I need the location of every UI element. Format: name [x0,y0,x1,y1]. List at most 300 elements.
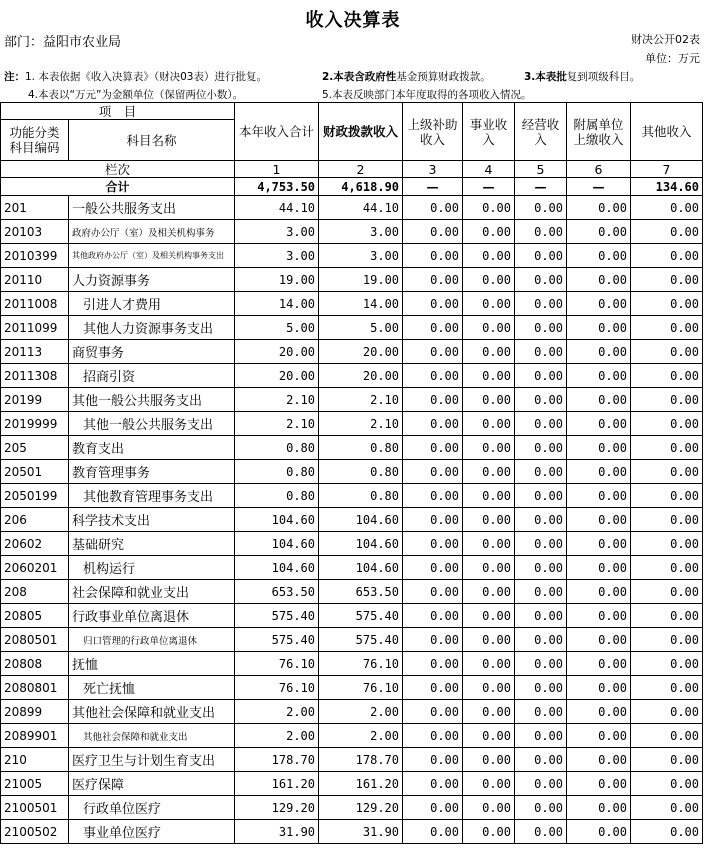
row-value: 0.00 [631,820,703,844]
col-number: 5 [515,161,567,178]
row-value: 0.00 [403,412,463,436]
row-code: 20808 [1,652,69,676]
row-value: 178.70 [235,748,319,772]
summary-value: 134.60 [631,178,703,196]
table-row [1,604,703,628]
table-row [1,748,703,772]
row-value: 0.80 [235,436,319,460]
row-value: 14.00 [235,292,319,316]
row-code: 2011008 [1,292,69,316]
row-value: 575.40 [319,604,403,628]
row-value: 0.00 [567,316,631,340]
income-table [0,102,703,844]
row-value: 3.00 [235,244,319,268]
row-value: 76.10 [319,676,403,700]
row-value: 44.10 [319,196,403,220]
row-value: 0.00 [463,412,515,436]
row-value: 0.00 [567,388,631,412]
row-name: 政府办公厅（室）及相关机构事务 [69,220,235,244]
row-value: 0.00 [567,604,631,628]
table-row [1,580,703,604]
table-row [1,628,703,652]
row-value: 0.00 [403,724,463,748]
row-value: 20.00 [235,364,319,388]
row-code: 208 [1,580,69,604]
row-value: 0.00 [463,820,515,844]
table-row [1,676,703,700]
row-value: 0.00 [567,508,631,532]
row-value: 0.00 [403,436,463,460]
row-name: 商贸事务 [69,340,235,364]
row-value: 0.80 [319,460,403,484]
row-value: 76.10 [235,652,319,676]
row-value: 0.00 [403,292,463,316]
row-value: 0.00 [567,628,631,652]
row-value: 0.00 [463,748,515,772]
row-value: 14.00 [319,292,403,316]
row-value: 0.00 [403,556,463,580]
row-value: 104.60 [319,532,403,556]
row-value: 0.00 [463,292,515,316]
table-row [1,316,703,340]
row-code: 2011308 [1,364,69,388]
row-value: 0.00 [515,820,567,844]
row-value: 0.00 [463,652,515,676]
col-number: 3 [403,161,463,178]
row-value: 0.00 [403,604,463,628]
row-value: 0.00 [567,652,631,676]
row-value: 0.00 [631,604,703,628]
row-value: 0.00 [463,604,515,628]
row-code: 201 [1,196,69,220]
row-value: 0.00 [515,460,567,484]
row-value: 0.80 [235,484,319,508]
table-row [1,796,703,820]
row-value: 0.00 [515,628,567,652]
row-code: 2080801 [1,676,69,700]
row-code: 2100502 [1,820,69,844]
table-row [1,460,703,484]
header-operating: 经营收入 [515,103,567,161]
row-value: 0.00 [567,340,631,364]
row-value: 2.10 [319,412,403,436]
row-code: 2019999 [1,412,69,436]
row-name: 科学技术支出 [69,508,235,532]
row-name: 其他社会保障和就业支出 [69,724,235,748]
row-value: 0.00 [567,748,631,772]
col-number: 2 [319,161,403,178]
row-value: 0.00 [567,556,631,580]
row-value: 0.00 [515,292,567,316]
row-value: 0.00 [463,340,515,364]
table-row [1,412,703,436]
table-row [1,508,703,532]
row-name: 抚恤 [69,652,235,676]
row-value: 0.80 [319,436,403,460]
row-code: 2060201 [1,556,69,580]
row-value: 31.90 [235,820,319,844]
note-1: 注：1. 本表依据《收入决算表》（财决03表）进行批复。 [4,71,267,83]
table-row [1,652,703,676]
row-value: 129.20 [235,796,319,820]
row-value: 0.00 [567,580,631,604]
row-name: 引进人才费用 [69,292,235,316]
row-value: 0.00 [567,436,631,460]
row-value: 2.00 [235,700,319,724]
row-value: 0.00 [515,388,567,412]
row-value: 0.00 [463,220,515,244]
note-2: 2.本表含政府性基金预算财政拨款。 [322,71,491,83]
row-value: 0.00 [463,580,515,604]
row-name: 其他一般公共服务支出 [69,388,235,412]
row-value: 0.00 [403,244,463,268]
row-value: 76.10 [235,676,319,700]
row-value: 0.00 [567,532,631,556]
row-value: 0.00 [631,316,703,340]
row-value: 0.00 [403,340,463,364]
row-value: 0.00 [403,580,463,604]
row-value: 0.00 [515,244,567,268]
row-value: 653.50 [319,580,403,604]
row-value: 31.90 [319,820,403,844]
row-value: 0.00 [631,772,703,796]
row-value: 0.00 [567,364,631,388]
row-value: 0.00 [463,196,515,220]
row-value: 0.00 [567,412,631,436]
row-name: 招商引资 [69,364,235,388]
row-value: 0.00 [567,292,631,316]
table-row [1,772,703,796]
row-value: 0.00 [631,532,703,556]
row-value: 2.10 [235,412,319,436]
row-value: 178.70 [319,748,403,772]
unit-label: 单位：万元 [645,52,700,65]
department-label: 部门：益阳市农业局 [4,35,122,50]
row-name: 医疗保障 [69,772,235,796]
row-value: 0.00 [631,412,703,436]
row-value: 0.00 [631,724,703,748]
row-value: 0.00 [463,724,515,748]
row-code: 2050199 [1,484,69,508]
row-value: 0.00 [631,796,703,820]
row-value: 0.00 [463,772,515,796]
header-total: 本年收入合计 [235,103,319,161]
column-number-row [1,161,703,178]
row-value: 0.00 [631,700,703,724]
row-name: 其他一般公共服务支出 [69,412,235,436]
row-value: 0.00 [463,556,515,580]
row-value: 0.00 [463,436,515,460]
row-value: 19.00 [235,268,319,292]
row-value: 0.00 [567,676,631,700]
row-value: 0.00 [515,748,567,772]
row-value: 0.00 [403,652,463,676]
row-value: 0.00 [515,652,567,676]
row-code: 21005 [1,772,69,796]
row-code: 20501 [1,460,69,484]
row-value: 0.00 [403,796,463,820]
row-name: 人力资源事务 [69,268,235,292]
row-value: 2.00 [319,700,403,724]
row-value: 0.00 [515,508,567,532]
col-number: 7 [631,161,703,178]
header-name: 科目名称 [69,120,235,161]
row-value: 0.00 [463,388,515,412]
col-number: 1 [235,161,319,178]
row-value: 0.00 [631,436,703,460]
row-value: 0.00 [515,340,567,364]
row-value: 0.00 [463,700,515,724]
note-3: 3.本表批复到项级科目。 [524,71,641,83]
summary-value: 4,618.90 [319,178,403,196]
row-value: 0.00 [567,772,631,796]
row-value: 0.00 [463,508,515,532]
row-value: 0.00 [515,532,567,556]
row-value: 44.10 [235,196,319,220]
row-name: 行政单位医疗 [69,796,235,820]
row-value: 0.00 [515,604,567,628]
row-value: 0.00 [631,196,703,220]
row-value: 20.00 [319,340,403,364]
row-value: 0.00 [403,676,463,700]
row-code: 2010399 [1,244,69,268]
row-name: 机构运行 [69,556,235,580]
row-code: 2080501 [1,628,69,652]
table-row [1,292,703,316]
row-value: 0.00 [515,724,567,748]
row-value: 0.00 [567,268,631,292]
row-value: 0.00 [403,484,463,508]
row-value: 0.00 [403,820,463,844]
row-name: 行政事业单位离退休 [69,604,235,628]
row-value: 0.00 [631,364,703,388]
row-value: 0.00 [631,508,703,532]
row-code: 206 [1,508,69,532]
row-value: 0.00 [567,220,631,244]
row-value: 0.00 [515,556,567,580]
table-row [1,700,703,724]
row-value: 0.00 [403,748,463,772]
row-value: 0.00 [463,796,515,820]
row-value: 0.00 [631,220,703,244]
row-code: 2089901 [1,724,69,748]
row-value: 0.00 [403,196,463,220]
row-name: 其他政府办公厅（室）及相关机构事务支出 [69,244,235,268]
row-value: 0.00 [567,460,631,484]
row-value: 0.00 [403,388,463,412]
table-row [1,532,703,556]
row-value: 0.00 [631,388,703,412]
table-row [1,244,703,268]
header-item: 项 目 [1,103,235,120]
row-value: 0.00 [403,772,463,796]
row-value: 2.00 [235,724,319,748]
table-row [1,340,703,364]
row-value: 0.00 [463,676,515,700]
row-value: 0.00 [463,268,515,292]
row-value: 0.00 [403,508,463,532]
table-row [1,820,703,844]
row-name: 其他人力资源事务支出 [69,316,235,340]
row-value: 104.60 [319,556,403,580]
row-code: 205 [1,436,69,460]
row-value: 104.60 [319,508,403,532]
row-value: 104.60 [235,556,319,580]
row-name: 其他教育管理事务支出 [69,484,235,508]
table-row [1,724,703,748]
header-fiscal: 财政拨款收入 [319,103,403,161]
row-value: 0.00 [515,412,567,436]
summary-row [1,178,703,196]
row-value: 0.00 [403,364,463,388]
header-row-1 [1,103,703,120]
row-code: 20602 [1,532,69,556]
row-name: 基础研究 [69,532,235,556]
row-value: 0.00 [631,580,703,604]
header-business: 事业收入 [463,103,515,161]
summary-value: — [463,178,515,196]
row-value: 3.00 [319,220,403,244]
row-value: 0.00 [515,196,567,220]
row-value: 0.00 [463,628,515,652]
table-row [1,556,703,580]
table-row [1,196,703,220]
row-name: 事业单位医疗 [69,820,235,844]
header-other: 其他收入 [631,103,703,161]
row-value: 0.00 [567,820,631,844]
row-value: 0.00 [631,460,703,484]
summary-value: — [403,178,463,196]
row-name: 医疗卫生与计划生育支出 [69,748,235,772]
note-5: 5.本表反映部门本年度取得的各项收入情况。 [322,89,532,101]
row-value: 20.00 [235,340,319,364]
row-value: 76.10 [319,652,403,676]
row-value: 0.00 [567,724,631,748]
header-affiliated: 附属单位上缴收入 [567,103,631,161]
row-value: 575.40 [235,628,319,652]
row-code: 20113 [1,340,69,364]
summary-label: 合计 [1,178,235,196]
summary-value: — [567,178,631,196]
row-value: 653.50 [235,580,319,604]
row-value: 0.80 [235,460,319,484]
row-value: 104.60 [235,532,319,556]
row-code: 20805 [1,604,69,628]
table-row [1,484,703,508]
summary-value: — [515,178,567,196]
row-code: 20103 [1,220,69,244]
row-value: 0.00 [515,364,567,388]
row-value: 0.00 [631,244,703,268]
row-value: 0.00 [515,676,567,700]
row-value: 0.00 [463,364,515,388]
row-name: 社会保障和就业支出 [69,580,235,604]
row-value: 0.00 [631,340,703,364]
row-value: 129.20 [319,796,403,820]
row-value: 0.00 [631,748,703,772]
summary-value: 4,753.50 [235,178,319,196]
row-value: 575.40 [319,628,403,652]
row-value: 575.40 [235,604,319,628]
row-code: 2011099 [1,316,69,340]
row-value: 0.00 [567,484,631,508]
row-value: 3.00 [319,244,403,268]
row-value: 2.10 [319,388,403,412]
row-value: 0.00 [515,700,567,724]
table-row [1,268,703,292]
row-value: 20.00 [319,364,403,388]
row-value: 161.20 [235,772,319,796]
header-code: 功能分类科目编码 [1,120,69,161]
row-value: 0.00 [567,700,631,724]
row-value: 0.00 [567,796,631,820]
row-value: 0.00 [515,268,567,292]
row-value: 104.60 [235,508,319,532]
row-value: 161.20 [319,772,403,796]
row-value: 0.00 [515,796,567,820]
row-name: 其他社会保障和就业支出 [69,700,235,724]
table-row [1,388,703,412]
row-code: 210 [1,748,69,772]
row-name: 归口管理的行政单位离退休 [69,628,235,652]
row-value: 0.00 [403,460,463,484]
row-value: 5.00 [235,316,319,340]
page-title: 收入决算表 [305,10,401,31]
row-value: 0.00 [403,268,463,292]
row-value: 0.00 [515,316,567,340]
col-number: 6 [567,161,631,178]
row-value: 0.00 [515,484,567,508]
row-value: 0.00 [463,244,515,268]
row-value: 0.00 [631,628,703,652]
row-value: 0.80 [319,484,403,508]
row-value: 0.00 [515,580,567,604]
column-label: 栏次 [1,161,235,178]
row-value: 0.00 [463,460,515,484]
row-value: 0.00 [463,484,515,508]
row-value: 0.00 [631,268,703,292]
row-value: 0.00 [631,292,703,316]
row-value: 0.00 [463,316,515,340]
row-value: 0.00 [567,196,631,220]
row-value: 0.00 [567,244,631,268]
header-superior: 上级补助收入 [403,103,463,161]
row-value: 0.00 [515,220,567,244]
table-row [1,436,703,460]
row-name: 教育管理事务 [69,460,235,484]
table-row [1,220,703,244]
row-value: 5.00 [319,316,403,340]
row-value: 0.00 [631,556,703,580]
row-name: 死亡抚恤 [69,676,235,700]
row-value: 0.00 [403,532,463,556]
row-value: 0.00 [515,436,567,460]
row-value: 0.00 [515,772,567,796]
row-code: 20110 [1,268,69,292]
row-code: 20899 [1,700,69,724]
row-value: 0.00 [403,628,463,652]
note-4: 4.本表以“万元”为金额单位（保留两位小数）。 [28,89,244,101]
row-value: 0.00 [631,676,703,700]
row-value: 0.00 [403,700,463,724]
row-code: 2100501 [1,796,69,820]
row-value: 0.00 [463,532,515,556]
row-value: 0.00 [631,652,703,676]
row-value: 2.10 [235,388,319,412]
row-value: 2.00 [319,724,403,748]
row-code: 20199 [1,388,69,412]
row-value: 19.00 [319,268,403,292]
